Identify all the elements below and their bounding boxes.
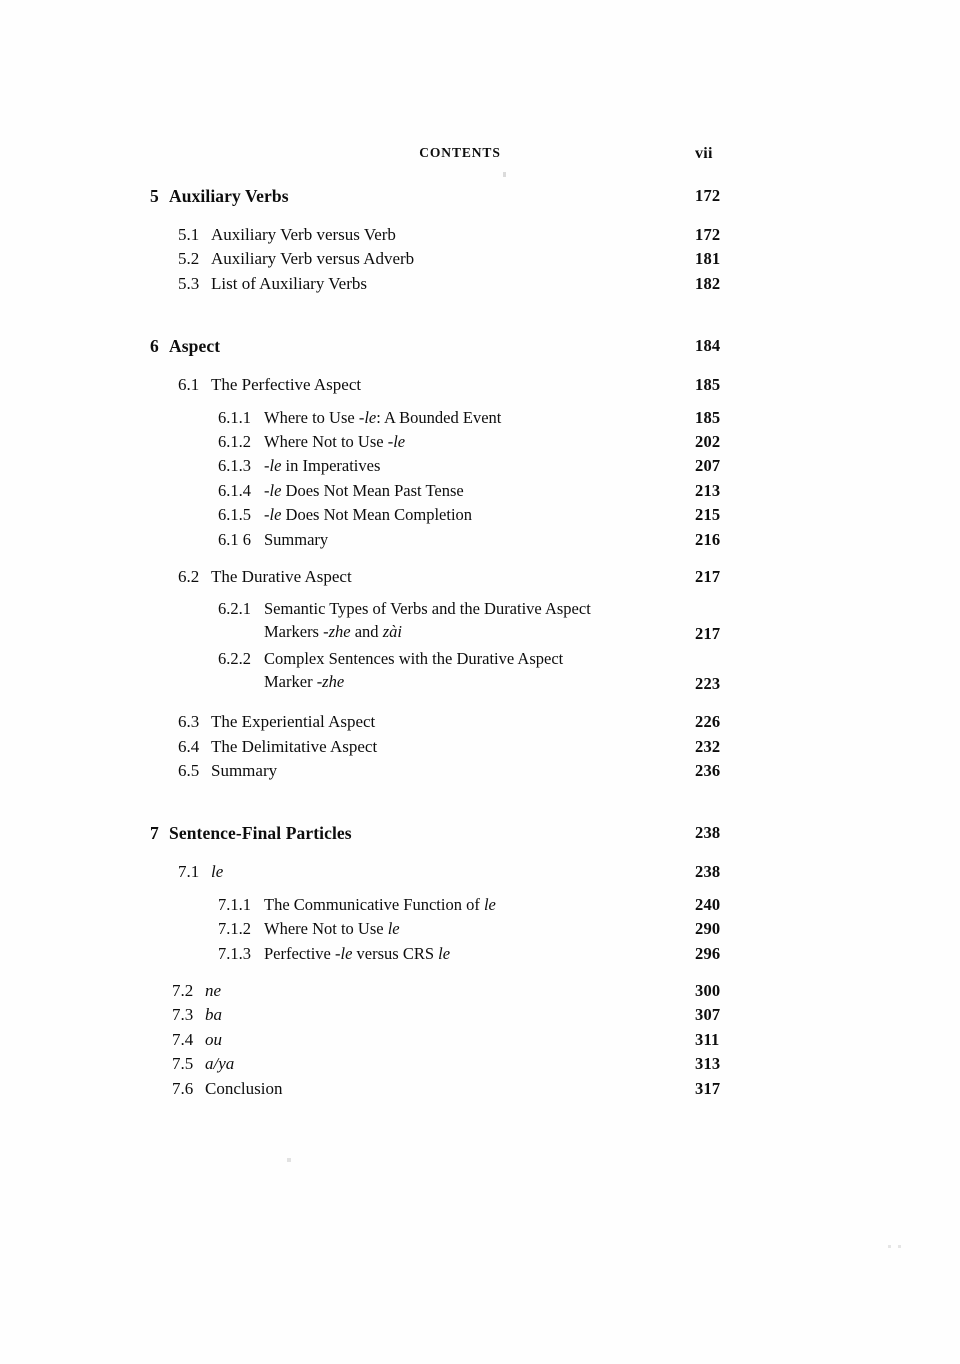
toc-entry[interactable] bbox=[0, 505, 960, 529]
toc-entry-page-number: 296 bbox=[695, 943, 721, 963]
toc-entry[interactable] bbox=[0, 336, 960, 362]
toc-entry-number: 6.1 bbox=[178, 375, 200, 395]
toc-entry[interactable] bbox=[0, 919, 960, 943]
entry-spacer bbox=[0, 298, 960, 336]
toc-entry-page-number: 217 bbox=[695, 566, 721, 586]
toc-entry-number: 6.2 bbox=[178, 566, 200, 586]
toc-entry-page-number: 217 bbox=[695, 623, 721, 643]
toc-entry[interactable] bbox=[0, 274, 960, 298]
toc-entry-number: 7.5 bbox=[172, 1054, 194, 1074]
toc-entry-number: 5.2 bbox=[178, 249, 200, 269]
toc-entry-label bbox=[218, 530, 328, 550]
toc-entry-number: 6.2.2 bbox=[218, 649, 251, 669]
toc-entry-label bbox=[218, 919, 400, 939]
toc-entry-title: Complex Sentences with the Durative Aspect bbox=[264, 649, 564, 669]
toc-entry[interactable] bbox=[0, 567, 960, 591]
table-of-contents bbox=[0, 186, 960, 1103]
scan-speck bbox=[287, 1158, 291, 1162]
toc-entry[interactable] bbox=[0, 481, 960, 505]
toc-entry-page-number: 172 bbox=[695, 186, 721, 205]
toc-entry-page-number: 185 bbox=[695, 375, 721, 395]
toc-entry-page-number: 317 bbox=[695, 1078, 721, 1098]
toc-entry-number: 7.3 bbox=[172, 1005, 194, 1025]
toc-entry[interactable] bbox=[0, 375, 960, 399]
toc-entry-number: 5.1 bbox=[178, 225, 200, 244]
toc-entry[interactable] bbox=[0, 1079, 960, 1103]
entry-spacer bbox=[0, 554, 960, 567]
toc-entry-label bbox=[172, 1030, 222, 1050]
toc-entry-page-number: 313 bbox=[695, 1054, 721, 1074]
toc-entry-page-number: 236 bbox=[695, 761, 721, 781]
toc-entry-page-number: 172 bbox=[695, 225, 721, 244]
toc-entry-number: 7.1.3 bbox=[218, 943, 251, 963]
toc-entry-label bbox=[178, 375, 361, 395]
toc-entry-number: 7.6 bbox=[172, 1078, 194, 1098]
toc-entry-number: 6.1.5 bbox=[218, 505, 251, 525]
toc-entry[interactable] bbox=[0, 649, 960, 699]
toc-entry-page-number: 290 bbox=[695, 919, 721, 939]
toc-entry-label bbox=[218, 432, 405, 452]
toc-entry-number: 5.3 bbox=[178, 273, 200, 293]
toc-entry-label bbox=[218, 481, 464, 501]
toc-entry[interactable] bbox=[0, 895, 960, 919]
toc-entry-title: Where Not to Use -le bbox=[264, 431, 406, 451]
toc-entry-page-number: 240 bbox=[695, 894, 721, 914]
toc-entry-label bbox=[218, 944, 450, 964]
toc-entry-title: a/ya bbox=[205, 1054, 235, 1074]
toc-entry-number: 6.1 6 bbox=[218, 529, 251, 549]
toc-entry-label bbox=[218, 456, 380, 476]
toc-entry-title: Auxiliary Verbs bbox=[169, 186, 289, 206]
toc-entry-title-continued: Markers -zhe and zài bbox=[264, 621, 402, 641]
toc-entry-title: Summary bbox=[264, 529, 329, 549]
toc-entry-title: Aspect bbox=[169, 336, 221, 357]
toc-entry-title: Sentence-Final Particles bbox=[169, 823, 352, 844]
toc-entry-number: 5 bbox=[150, 186, 159, 206]
toc-entry-number: 6 bbox=[150, 336, 159, 357]
toc-entry-title: -le Does Not Mean Completion bbox=[264, 505, 473, 525]
toc-entry-title-continued: Marker -zhe bbox=[264, 671, 345, 691]
entry-spacer bbox=[0, 887, 960, 895]
entry-spacer bbox=[0, 968, 960, 981]
toc-entry-number: 6.3 bbox=[178, 712, 200, 732]
toc-entry-label bbox=[172, 1054, 234, 1074]
toc-entry[interactable] bbox=[0, 225, 960, 249]
toc-entry-page-number: 232 bbox=[695, 736, 721, 756]
toc-entry-label bbox=[218, 895, 496, 915]
toc-entry[interactable] bbox=[0, 1005, 960, 1029]
toc-entry[interactable] bbox=[0, 249, 960, 273]
toc-entry-label bbox=[178, 862, 223, 882]
toc-entry-number: 6.2.1 bbox=[218, 599, 251, 619]
toc-entry-number: 7.4 bbox=[172, 1029, 194, 1049]
toc-entry-title: List of Auxiliary Verbs bbox=[211, 273, 367, 293]
toc-entry-page-number: 185 bbox=[695, 407, 721, 427]
toc-entry[interactable] bbox=[0, 432, 960, 456]
running-head bbox=[150, 145, 770, 167]
toc-entry-title: Conclusion bbox=[205, 1078, 283, 1098]
scan-speck bbox=[898, 1245, 901, 1248]
toc-entry-title: Semantic Types of Verbs and the Durative Aspect bbox=[264, 599, 591, 619]
scan-speck bbox=[503, 172, 506, 177]
toc-entry-label bbox=[218, 505, 472, 525]
toc-entry[interactable] bbox=[0, 408, 960, 432]
toc-entry-number: 7 bbox=[150, 823, 159, 844]
toc-entry[interactable] bbox=[0, 862, 960, 886]
toc-entry-page-number: 182 bbox=[695, 273, 721, 293]
toc-entry-title: Where to Use -le: A Bounded Event bbox=[264, 407, 502, 427]
entry-spacer bbox=[0, 699, 960, 712]
toc-entry-page-number: 226 bbox=[695, 712, 721, 732]
toc-entry-page-number: 238 bbox=[695, 823, 721, 843]
page-folio: vii bbox=[695, 145, 713, 162]
toc-entry-page-number: 202 bbox=[695, 431, 721, 451]
toc-entry-page-number: 238 bbox=[695, 862, 721, 882]
toc-entry-page-number: 213 bbox=[695, 480, 721, 500]
toc-entry-number: 6.1.2 bbox=[218, 431, 251, 451]
toc-entry-title: The Durative Aspect bbox=[211, 566, 352, 586]
toc-entry-page-number: 181 bbox=[695, 249, 721, 269]
toc-entry[interactable] bbox=[0, 456, 960, 480]
toc-entry-title: Auxiliary Verb versus Verb bbox=[211, 225, 396, 244]
toc-entry-title: le bbox=[211, 862, 224, 882]
toc-entry-title: ou bbox=[205, 1029, 222, 1049]
toc-entry-number: 7.1.2 bbox=[218, 919, 251, 939]
running-head-title: CONTENTS bbox=[419, 145, 501, 160]
toc-entry-title: The Communicative Function of le bbox=[264, 894, 496, 914]
toc-entry-number: 7.1.1 bbox=[218, 894, 251, 914]
toc-entry-number: 6.1.3 bbox=[218, 456, 251, 476]
toc-entry[interactable] bbox=[0, 186, 960, 212]
toc-entry[interactable] bbox=[0, 599, 960, 649]
toc-entry-page-number: 207 bbox=[695, 456, 721, 476]
entry-spacer bbox=[0, 785, 960, 823]
toc-entry-title: Where Not to Use le bbox=[264, 919, 400, 939]
toc-entry-title: The Experiential Aspect bbox=[211, 712, 376, 732]
entry-spacer bbox=[0, 591, 960, 599]
toc-entry-page-number: 307 bbox=[695, 1005, 721, 1025]
toc-entry-label bbox=[178, 761, 277, 781]
toc-entry-label bbox=[172, 1079, 282, 1099]
toc-entry[interactable] bbox=[0, 823, 960, 849]
toc-entry-page-number: 184 bbox=[695, 336, 721, 356]
toc-entry-page-number: 215 bbox=[695, 505, 721, 525]
toc-entry[interactable] bbox=[0, 981, 960, 1005]
toc-entry-label bbox=[218, 408, 501, 428]
toc-entry-title: -le Does Not Mean Past Tense bbox=[264, 480, 464, 500]
toc-entry-page-number: 311 bbox=[695, 1029, 720, 1049]
toc-entry-title: Perfective -le versus CRS le bbox=[264, 943, 451, 963]
toc-entry-title: ne bbox=[205, 981, 222, 1001]
toc-entry-title: Summary bbox=[211, 761, 278, 781]
toc-entry[interactable] bbox=[0, 944, 960, 968]
toc-entry-label bbox=[178, 225, 396, 245]
toc-entry[interactable] bbox=[0, 1054, 960, 1078]
toc-entry[interactable] bbox=[0, 737, 960, 761]
toc-entry[interactable] bbox=[0, 530, 960, 554]
toc-entry-label bbox=[150, 336, 220, 357]
toc-entry-number: 6.1.4 bbox=[218, 480, 251, 500]
toc-entry-label bbox=[178, 737, 377, 757]
toc-entry-page-number: 216 bbox=[695, 529, 721, 549]
toc-entry-label bbox=[150, 186, 289, 207]
toc-entry-label bbox=[178, 274, 367, 294]
toc-entry-title: ba bbox=[205, 1005, 222, 1025]
toc-entry-number: 7.2 bbox=[172, 981, 194, 1001]
toc-entry-label bbox=[218, 599, 591, 641]
toc-entry-number: 6.1.1 bbox=[218, 407, 251, 427]
toc-entry[interactable] bbox=[0, 712, 960, 736]
toc-entry-label bbox=[178, 567, 352, 587]
entry-spacer bbox=[0, 400, 960, 408]
toc-entry-number: 6.4 bbox=[178, 736, 200, 756]
toc-entry[interactable] bbox=[0, 1030, 960, 1054]
toc-entry-label bbox=[150, 823, 352, 844]
toc-entry-label bbox=[172, 981, 221, 1001]
toc-entry-title: Auxiliary Verb versus Adverb bbox=[211, 249, 415, 269]
toc-entry-number: 7.1 bbox=[178, 862, 200, 882]
toc-entry-page-number: 223 bbox=[695, 673, 721, 693]
entry-spacer bbox=[0, 849, 960, 862]
toc-entry-label bbox=[218, 649, 563, 691]
toc-entry-title: -le in Imperatives bbox=[264, 456, 381, 476]
toc-entry-label bbox=[178, 712, 375, 732]
toc-entry-label bbox=[172, 1005, 222, 1025]
toc-entry-number: 6.5 bbox=[178, 761, 200, 781]
entry-spacer bbox=[0, 362, 960, 375]
toc-entry[interactable] bbox=[0, 761, 960, 785]
scan-speck bbox=[888, 1245, 891, 1248]
toc-entry-page-number: 300 bbox=[695, 981, 721, 1001]
toc-entry-title: The Perfective Aspect bbox=[211, 375, 362, 395]
toc-entry-label bbox=[178, 249, 414, 269]
toc-entry-title: The Delimitative Aspect bbox=[211, 736, 378, 756]
entry-spacer bbox=[0, 212, 960, 225]
